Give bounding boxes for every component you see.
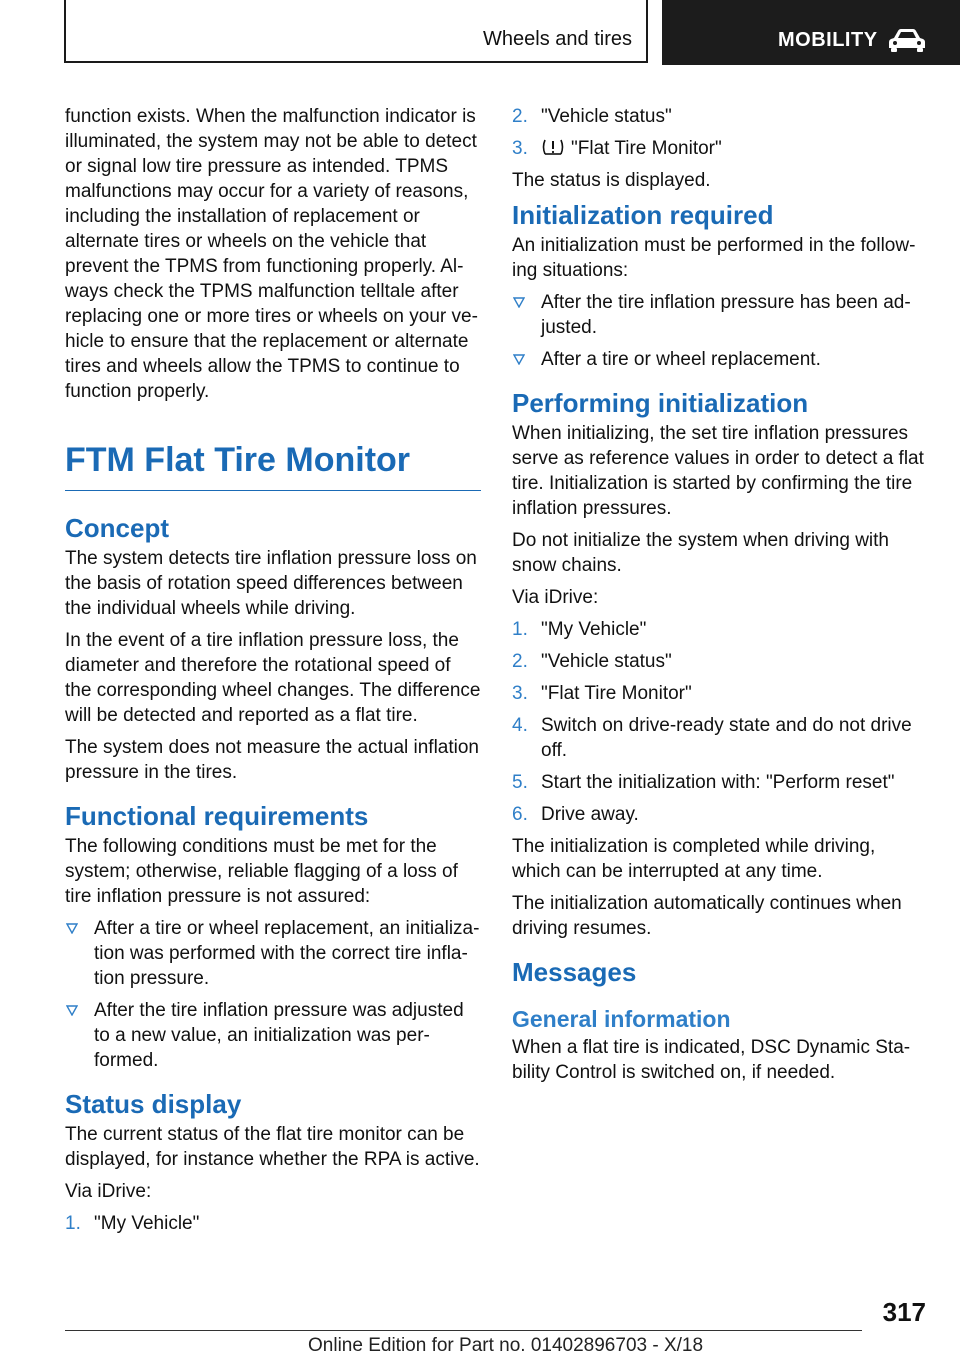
step-number: 2. [512, 106, 528, 127]
step-number: 1. [65, 1213, 81, 1234]
triangle-bullet-icon [513, 353, 525, 365]
performing-initialization-paragraph-3: The initialization is completed while driving, which can be interrupted at any time. [512, 836, 876, 882]
triangle-bullet-icon [513, 296, 525, 308]
section-title: Wheels and tires [483, 28, 632, 50]
chapter-title: MOBILITY [778, 29, 878, 51]
general-information-heading: General information [512, 1006, 731, 1032]
concept-paragraph-3: The system does not measure the actual inflation pressure in the tires. [65, 737, 480, 783]
footer-edition: Online Edition for Part no. 01402896703 - X/18 [308, 1335, 704, 1356]
list-item: 3. "Flat Tire Monitor" [512, 138, 722, 159]
performing-initialization-paragraph-1: When initializing, the set tire inflation pressures serve as reference values in order to detect a flat tire. Initialization is started by confirming the tire inflation pressures. [512, 423, 924, 519]
concept-paragraph-2: In the event of a tire inflation pressure loss, the diameter and therefore the rotational speed of the corresponding wheel changes. The difference will be detected and reported as a flat tire. [65, 630, 481, 726]
tire-pressure-warning-icon [541, 138, 565, 156]
status-steps-list-continued [512, 104, 926, 161]
list-item: 6. Drive away. [512, 804, 639, 825]
page-number: 317 [882, 1297, 926, 1327]
intro-paragraph: function exists. When the malfunction indicator is illuminated, the system may not be able to detect or signal low tire pressure as intended. TPMS malfunctions may occur for a variety of reasons, including the installation of replacement or alternate tires or wheels on the vehicle that prevent the TPMS from functioning properly. Always check the TPMS malfunction telltale after replacing one or more tires or wheels on your vehicle to ensure that the replacement or alternate tires and wheels allow the TPMS to continue to function properly. [65, 106, 478, 402]
ftm-title: FTM Flat Tire Monitor [65, 440, 481, 491]
status-steps-list [65, 1211, 481, 1236]
step-number: 2. [512, 651, 528, 672]
status-display-paragraph: The current status of the flat tire monitor can be displayed, for instance whether the RPA is active. [65, 1124, 480, 1170]
status-result: The status is displayed. [512, 170, 711, 191]
footer-divider [65, 1330, 862, 1331]
list-item: 2. "Vehicle status" [512, 651, 672, 672]
list-item: 4. Switch on drive-ready state and do not drive off. [512, 715, 912, 761]
list-item: After a tire or wheel replacement, an initialization was performed with the correct tire inflation pressure. [65, 916, 481, 991]
step-number: 6. [512, 804, 528, 825]
list-item: After the tire inflation pressure was adjusted to a new value, an initialization was performed. [65, 998, 481, 1073]
step-number: 3. [512, 683, 528, 704]
step-number: 1. [512, 619, 528, 640]
functional-requirements-heading: Functional requirements [65, 801, 369, 831]
initialization-required-list [512, 290, 926, 372]
initialization-steps-list [512, 617, 926, 827]
section-tab [64, 0, 648, 63]
list-item: 5. Start the initialization with: "Perform reset" [512, 772, 895, 793]
performing-initialization-paragraph-2: Do not initialize the system when driving with snow chains. [512, 530, 890, 576]
via-idrive-label: Via iDrive: [65, 1181, 152, 1202]
page-header [0, 0, 960, 66]
right-column [512, 104, 926, 1092]
via-idrive-label: Via iDrive: [512, 587, 599, 608]
status-display-heading: Status display [65, 1089, 242, 1119]
initialization-required-paragraph: An initialization must be performed in the following situations: [512, 235, 916, 281]
list-item: After the tire inflation pressure has been adjusted. [512, 290, 926, 340]
general-information-paragraph: When a flat tire is indicated, DSC Dynamic Stability Control is switched on, if needed. [512, 1037, 911, 1083]
step-number: 3. [512, 138, 528, 159]
list-item: 1. "My Vehicle" [512, 619, 647, 640]
triangle-bullet-icon [66, 922, 78, 934]
messages-heading: Messages [512, 957, 637, 987]
chapter-tab [662, 0, 960, 65]
car-icon [888, 28, 926, 52]
performing-initialization-paragraph-4: The initialization automatically continues when driving resumes. [512, 893, 902, 939]
concept-heading: Concept [65, 513, 169, 543]
left-column [65, 104, 481, 1243]
initialization-required-heading: Initialization required [512, 200, 774, 230]
concept-paragraph-1: The system detects tire inflation pressure loss on the basis of rotation speed differences between the individual wheels while driving. [65, 548, 477, 619]
performing-initialization-heading: Performing initialization [512, 388, 809, 418]
functional-requirements-list [65, 916, 481, 1073]
functional-requirements-paragraph: The following conditions must be met for the system; otherwise, reliable flagging of a loss of tire inflation pressure is not assured: [65, 836, 458, 907]
list-item: 3. "Flat Tire Monitor" [512, 683, 692, 704]
list-item: 1. "My Vehicle" [65, 1213, 200, 1234]
list-item: 2. "Vehicle status" [512, 106, 672, 127]
triangle-bullet-icon [66, 1004, 78, 1016]
list-item: After a tire or wheel replacement. [512, 347, 926, 372]
step-number: 4. [512, 715, 528, 736]
step-number: 5. [512, 772, 528, 793]
